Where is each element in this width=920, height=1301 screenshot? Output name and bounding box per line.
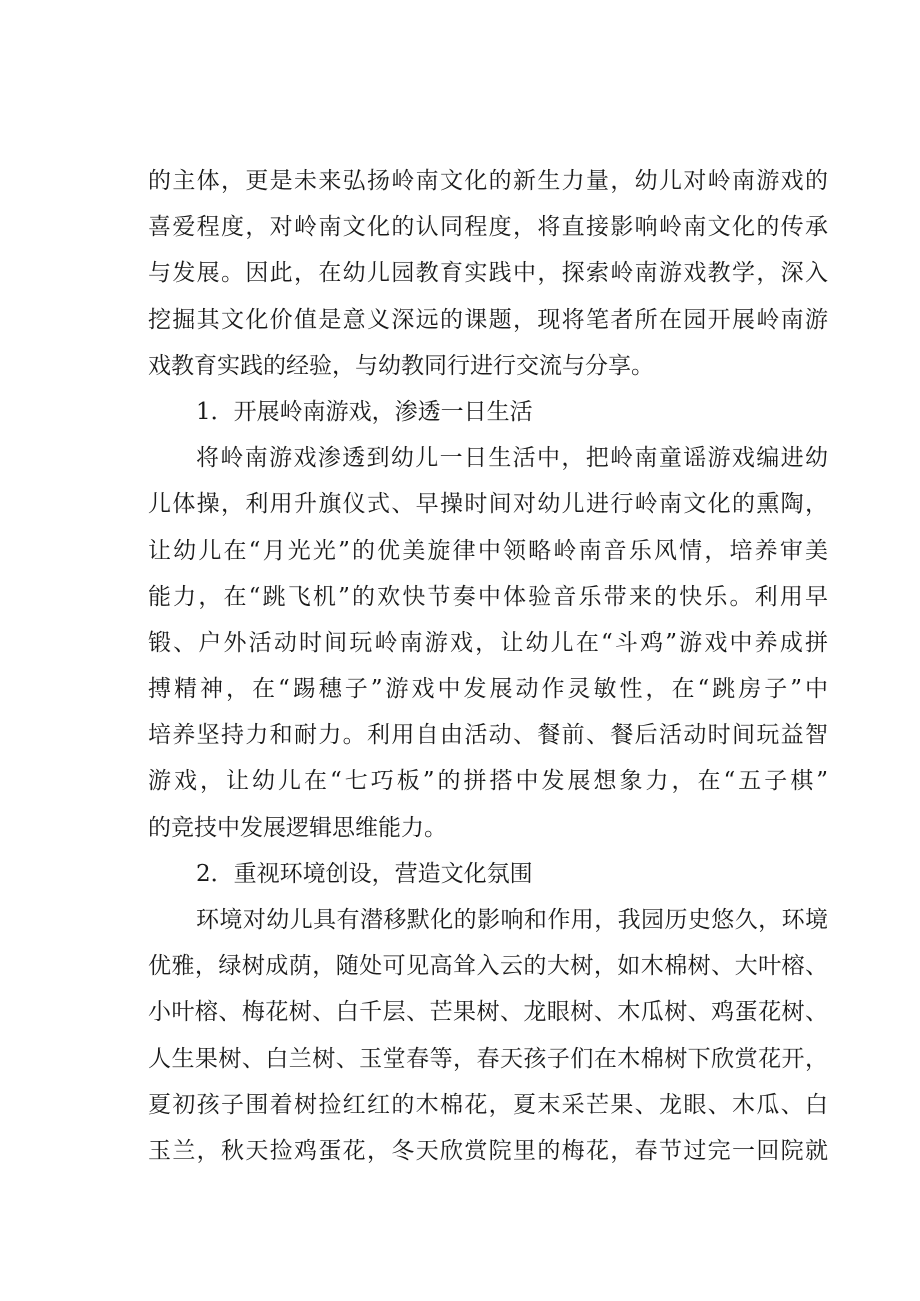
text-line-11: 锻、户外活动时间玩岭南游戏，让幼儿在“斗鸡”游戏中养成拼 bbox=[148, 629, 828, 656]
text-line-21: 夏初孩子围着树捡红红的木棉花，夏末采芒果、龙眼、木瓜、白 bbox=[148, 1091, 828, 1118]
text-line-22: 玉兰，秋天捡鸡蛋花，冬天欣赏院里的梅花，春节过完一回院就 bbox=[148, 1137, 828, 1164]
text-line-13: 培养坚持力和耐力。利用自由活动、餐前、餐后活动时间玩益智 bbox=[148, 722, 828, 749]
text-line-4: 挖掘其文化价值是意义深远的课题，现将笔者所在园开展岭南游 bbox=[148, 306, 828, 333]
text-line-10: 能力，在“跳飞机”的欢快节奏中体验音乐带来的快乐。利用早 bbox=[148, 583, 828, 610]
text-line-8: 儿体操，利用升旗仪式、早操时间对幼儿进行岭南文化的熏陶， bbox=[148, 491, 828, 518]
text-line-9: 让幼儿在“月光光”的优美旋律中领略岭南音乐风情，培养审美 bbox=[148, 537, 828, 564]
text-line-3: 与发展。因此，在幼儿园教育实践中，探索岭南游戏教学，深入 bbox=[148, 260, 828, 287]
text-line-19: 小叶榕、梅花树、白千层、芒果树、龙眼树、木瓜树、鸡蛋花树、 bbox=[148, 999, 828, 1026]
text-line-17: 环境对幼儿具有潜移默化的影响和作用，我园历史悠久，环境 bbox=[196, 907, 828, 933]
text-line-1: 的主体，更是未来弘扬岭南文化的新生力量，幼儿对岭南游戏的 bbox=[148, 168, 828, 194]
text-line-20: 人生果树、白兰树、玉堂春等，春天孩子们在木棉树下欣赏花开， bbox=[148, 1045, 828, 1072]
section-heading-1: 1．开展岭南游戏，渗透一日生活 bbox=[196, 398, 533, 425]
text-line-7: 将岭南游戏渗透到幼儿一日生活中，把岭南童谣游戏编进幼 bbox=[196, 445, 828, 472]
text-line-14: 游戏，让幼儿在“七巧板”的拼搭中发展想象力，在“五子棋” bbox=[148, 768, 828, 795]
section-heading-2: 2．重视环境创设，营造文化氛围 bbox=[196, 860, 533, 887]
text-line-12: 搏精神，在“踢穗子”游戏中发展动作灵敏性，在“跳房子”中 bbox=[148, 676, 828, 703]
text-line-2: 喜爱程度，对岭南文化的认同程度，将直接影响岭南文化的传承 bbox=[148, 214, 828, 241]
text-line-18: 优雅，绿树成荫，随处可见高耸入云的大树，如木棉树、大叶榕、 bbox=[148, 953, 828, 980]
text-line-5: 戏教育实践的经验，与幼教同行进行交流与分享。 bbox=[148, 352, 654, 379]
document-body bbox=[148, 158, 828, 1174]
text-line-15: 的竞技中发展逻辑思维能力。 bbox=[148, 814, 447, 841]
